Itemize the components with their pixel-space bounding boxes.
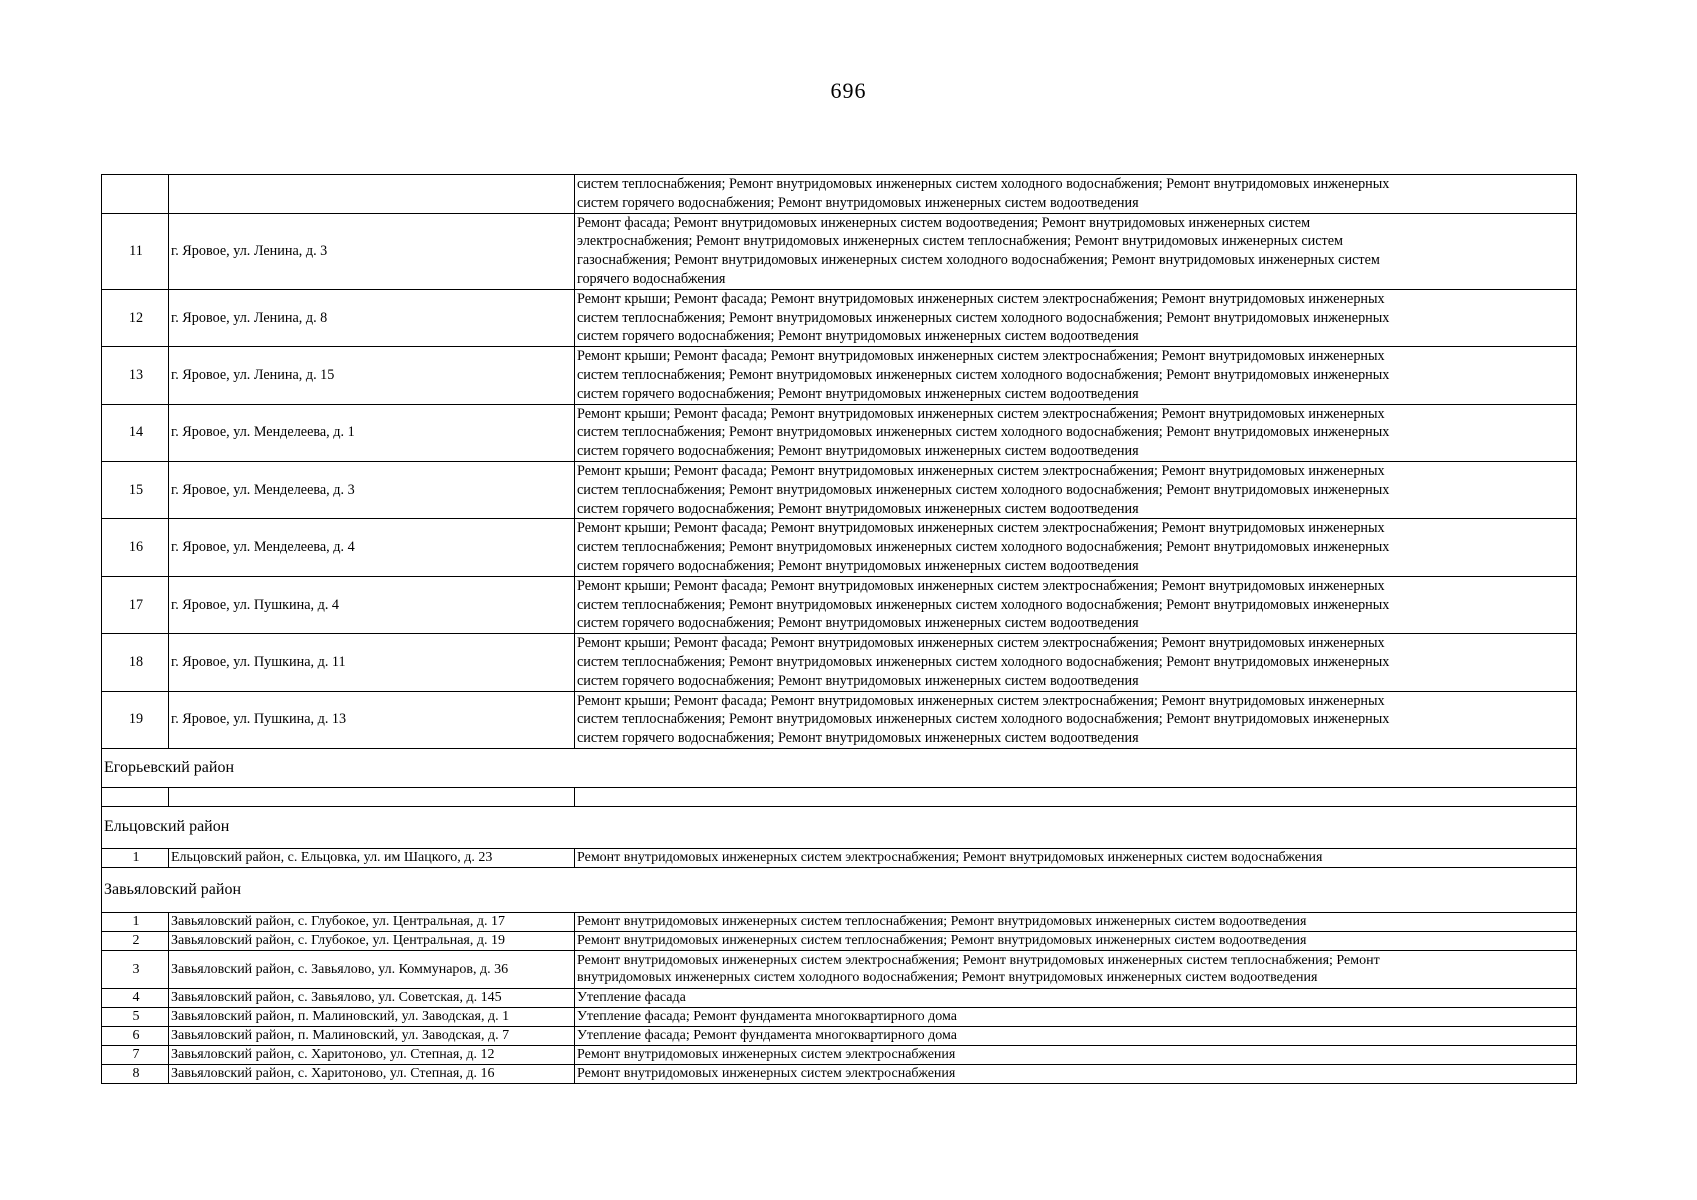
- row-number: 1: [102, 848, 169, 867]
- table-row: [102, 576, 1577, 633]
- row-number: 4: [102, 988, 169, 1007]
- table-row: [102, 289, 1577, 346]
- table-row: [102, 1026, 1577, 1045]
- address-cell: г. Яровое, ул. Пушкина, д. 13: [169, 691, 575, 748]
- table-row: [102, 1007, 1577, 1026]
- work-line: горячего водоснабжения: [577, 270, 726, 287]
- row-number: 15: [102, 461, 169, 518]
- work-cell: [575, 347, 1577, 404]
- work-cell: [575, 634, 1577, 691]
- work-line: Ремонт внутридомовых инженерных систем электроснабжения: [577, 1066, 956, 1082]
- work-line: систем теплоснабжения; Ремонт внутридомовых инженерных систем холодного водоснабжения; Ремонт внутридомовых инженерных: [577, 711, 1390, 728]
- table-row: [102, 175, 1577, 214]
- address-cell: [169, 787, 575, 806]
- work-line: Утепление фасада: [577, 990, 686, 1006]
- address-cell: [169, 175, 575, 214]
- repair-table: [101, 174, 1577, 1084]
- work-cell: [575, 404, 1577, 461]
- address-cell: г. Яровое, ул. Пушкина, д. 11: [169, 634, 575, 691]
- table-row: [102, 634, 1577, 691]
- table-row: [102, 461, 1577, 518]
- address-cell: г. Яровое, ул. Ленина, д. 15: [169, 347, 575, 404]
- table-row: [102, 213, 1577, 289]
- work-line: систем теплоснабжения; Ремонт внутридомовых инженерных систем холодного водоснабжения; Ремонт внутридомовых инженерных: [577, 653, 1390, 670]
- work-line: систем горячего водоснабжения; Ремонт внутридомовых инженерных систем водоотведения: [577, 194, 1139, 211]
- work-line: Ремонт внутридомовых инженерных систем электроснабжения; Ремонт внутридомовых инженерных систем теплоснабжения; Ремонт: [577, 952, 1380, 968]
- work-line: систем теплоснабжения; Ремонт внутридомовых инженерных систем холодного водоснабжения; Ремонт внутридомовых инженерных: [577, 596, 1390, 613]
- work-cell: [575, 576, 1577, 633]
- work-cell: [575, 213, 1577, 289]
- work-line: внутридомовых инженерных систем холодного водоснабжения; Ремонт внутридомовых инженерных систем водоотведения: [577, 970, 1318, 986]
- work-line: газоснабжения; Ремонт внутридомовых инженерных систем холодного водоснабжения; Ремонт внутридомовых инженерных систем: [577, 252, 1380, 269]
- address-cell: г. Яровое, ул. Ленина, д. 3: [169, 213, 575, 289]
- row-number: 18: [102, 634, 169, 691]
- address-cell: Ельцовский район, с. Ельцовка, ул. им Шацкого, д. 23: [169, 848, 575, 867]
- work-line: Ремонт крыши; Ремонт фасада; Ремонт внутридомовых инженерных систем электроснабжения; Ремонт внутридомовых инженерных: [577, 348, 1385, 365]
- row-number: 1: [102, 912, 169, 931]
- work-line: Ремонт внутридомовых инженерных систем электроснабжения; Ремонт внутридомовых инженерных систем водоснабжения: [577, 850, 1323, 866]
- address-cell: Завьяловский район, с. Харитоново, ул. Степная, д. 12: [169, 1045, 575, 1064]
- row-number: 14: [102, 404, 169, 461]
- address-cell: г. Яровое, ул. Менделеева, д. 1: [169, 404, 575, 461]
- work-cell: [575, 519, 1577, 576]
- row-number: [102, 787, 169, 806]
- work-line: Ремонт внутридомовых инженерных систем теплоснабжения; Ремонт внутридомовых инженерных систем водоотведения: [577, 933, 1307, 949]
- section-row: [102, 806, 1577, 848]
- address-cell: Завьяловский район, п. Малиновский, ул. Заводская, д. 7: [169, 1026, 575, 1045]
- district-title: Ельцовский район: [102, 806, 1577, 848]
- work-line: систем теплоснабжения; Ремонт внутридомовых инженерных систем холодного водоснабжения; Ремонт внутридомовых инженерных: [577, 481, 1390, 498]
- work-cell: [575, 1007, 1577, 1026]
- address-cell: г. Яровое, ул. Менделеева, д. 4: [169, 519, 575, 576]
- work-cell: [575, 1045, 1577, 1064]
- district-title: Егорьевский район: [102, 748, 1577, 787]
- address-cell: г. Яровое, ул. Менделеева, д. 3: [169, 461, 575, 518]
- work-cell: [575, 289, 1577, 346]
- work-line: Ремонт крыши; Ремонт фасада; Ремонт внутридомовых инженерных систем электроснабжения; Ремонт внутридомовых инженерных: [577, 577, 1385, 594]
- table-row: [102, 931, 1577, 950]
- row-number: 16: [102, 519, 169, 576]
- row-number: 19: [102, 691, 169, 748]
- work-cell: [575, 461, 1577, 518]
- table-row: [102, 1045, 1577, 1064]
- work-line: систем горячего водоснабжения; Ремонт внутридомовых инженерных систем водоотведения: [577, 615, 1139, 632]
- table-row: [102, 1064, 1577, 1083]
- work-line: систем горячего водоснабжения; Ремонт внутридомовых инженерных систем водоотведения: [577, 672, 1139, 689]
- address-cell: Завьяловский район, п. Малиновский, ул. Заводская, д. 1: [169, 1007, 575, 1026]
- work-cell: [575, 175, 1577, 214]
- work-cell: [575, 691, 1577, 748]
- work-line: систем горячего водоснабжения; Ремонт внутридомовых инженерных систем водоотведения: [577, 500, 1139, 517]
- section-row: [102, 867, 1577, 912]
- row-number: 12: [102, 289, 169, 346]
- table-row: [102, 950, 1577, 988]
- work-line: систем теплоснабжения; Ремонт внутридомовых инженерных систем холодного водоснабжения; Ремонт внутридомовых инженерных: [577, 539, 1390, 556]
- work-cell: [575, 1026, 1577, 1045]
- work-line: систем горячего водоснабжения; Ремонт внутридомовых инженерных систем водоотведения: [577, 730, 1139, 747]
- work-cell: [575, 1064, 1577, 1083]
- page-number: 696: [830, 78, 867, 103]
- work-cell: [575, 988, 1577, 1007]
- address-cell: Завьяловский район, с. Завьялово, ул. Советская, д. 145: [169, 988, 575, 1007]
- work-line: систем теплоснабжения; Ремонт внутридомовых инженерных систем холодного водоснабжения; Ремонт внутридомовых инженерных: [577, 366, 1390, 383]
- work-cell: [575, 931, 1577, 950]
- work-cell: [575, 912, 1577, 931]
- work-line: Ремонт крыши; Ремонт фасада; Ремонт внутридомовых инженерных систем электроснабжения; Ремонт внутридомовых инженерных: [577, 290, 1385, 307]
- address-cell: Завьяловский район, с. Глубокое, ул. Центральная, д. 17: [169, 912, 575, 931]
- table-row: [102, 691, 1577, 748]
- work-line: Ремонт крыши; Ремонт фасада; Ремонт внутридомовых инженерных систем электроснабжения; Ремонт внутридомовых инженерных: [577, 405, 1385, 422]
- empty-row: [102, 787, 1577, 806]
- table-row: [102, 519, 1577, 576]
- row-number: 7: [102, 1045, 169, 1064]
- address-cell: г. Яровое, ул. Ленина, д. 8: [169, 289, 575, 346]
- work-line: Ремонт фасада; Ремонт внутридомовых инженерных систем водоотведения; Ремонт внутридомовых инженерных систем: [577, 214, 1311, 231]
- address-cell: Завьяловский район, с. Харитоново, ул. Степная, д. 16: [169, 1064, 575, 1083]
- row-number: 11: [102, 213, 169, 289]
- address-cell: г. Яровое, ул. Пушкина, д. 4: [169, 576, 575, 633]
- work-line: Ремонт крыши; Ремонт фасада; Ремонт внутридомовых инженерных систем электроснабжения; Ремонт внутридомовых инженерных: [577, 520, 1385, 537]
- work-line: электроснабжения; Ремонт внутридомовых инженерных систем теплоснабжения; Ремонт внутридомовых инженерных систем: [577, 233, 1344, 250]
- work-line: систем горячего водоснабжения; Ремонт внутридомовых инженерных систем водоотведения: [577, 557, 1139, 574]
- work-line: Ремонт крыши; Ремонт фасада; Ремонт внутридомовых инженерных систем электроснабжения; Ремонт внутридомовых инженерных: [577, 635, 1385, 652]
- row-number: 2: [102, 931, 169, 950]
- row-number: 6: [102, 1026, 169, 1045]
- row-number: 3: [102, 950, 169, 988]
- work-line: систем теплоснабжения; Ремонт внутридомовых инженерных систем холодного водоснабжения; Ремонт внутридомовых инженерных: [577, 176, 1390, 192]
- work-cell: [575, 950, 1577, 988]
- work-line: Ремонт внутридомовых инженерных систем электроснабжения: [577, 1047, 956, 1063]
- work-line: систем теплоснабжения; Ремонт внутридомовых инженерных систем холодного водоснабжения; Ремонт внутридомовых инженерных: [577, 309, 1390, 326]
- work-line: Ремонт крыши; Ремонт фасада; Ремонт внутридомовых инженерных систем электроснабжения; Ремонт внутридомовых инженерных: [577, 462, 1385, 479]
- work-cell: [575, 787, 1577, 806]
- table-row: [102, 912, 1577, 931]
- row-number: 8: [102, 1064, 169, 1083]
- row-number: 5: [102, 1007, 169, 1026]
- address-cell: Завьяловский район, с. Глубокое, ул. Центральная, д. 19: [169, 931, 575, 950]
- table-row: [102, 404, 1577, 461]
- work-line: систем теплоснабжения; Ремонт внутридомовых инженерных систем холодного водоснабжения; Ремонт внутридомовых инженерных: [577, 424, 1390, 441]
- work-line: систем горячего водоснабжения; Ремонт внутридомовых инженерных систем водоотведения: [577, 443, 1139, 460]
- work-line: Ремонт крыши; Ремонт фасада; Ремонт внутридомовых инженерных систем электроснабжения; Ремонт внутридомовых инженерных: [577, 692, 1385, 709]
- work-line: Утепление фасада; Ремонт фундамента многоквартирного дома: [577, 1009, 957, 1025]
- table-row: [102, 988, 1577, 1007]
- table-row: [102, 848, 1577, 867]
- address-cell: Завьяловский район, с. Завьялово, ул. Коммунаров, д. 36: [169, 950, 575, 988]
- work-line: Утепление фасада; Ремонт фундамента многоквартирного дома: [577, 1028, 957, 1044]
- row-number: [102, 175, 169, 214]
- row-number: 17: [102, 576, 169, 633]
- work-line: систем горячего водоснабжения; Ремонт внутридомовых инженерных систем водоотведения: [577, 328, 1139, 345]
- work-line: систем горячего водоснабжения; Ремонт внутридомовых инженерных систем водоотведения: [577, 385, 1139, 402]
- row-number: 13: [102, 347, 169, 404]
- table-row: [102, 347, 1577, 404]
- section-row: [102, 748, 1577, 787]
- district-title: Завьяловский район: [102, 867, 1577, 912]
- work-cell: [575, 848, 1577, 867]
- work-line: Ремонт внутридомовых инженерных систем теплоснабжения; Ремонт внутридомовых инженерных систем водоотведения: [577, 914, 1307, 930]
